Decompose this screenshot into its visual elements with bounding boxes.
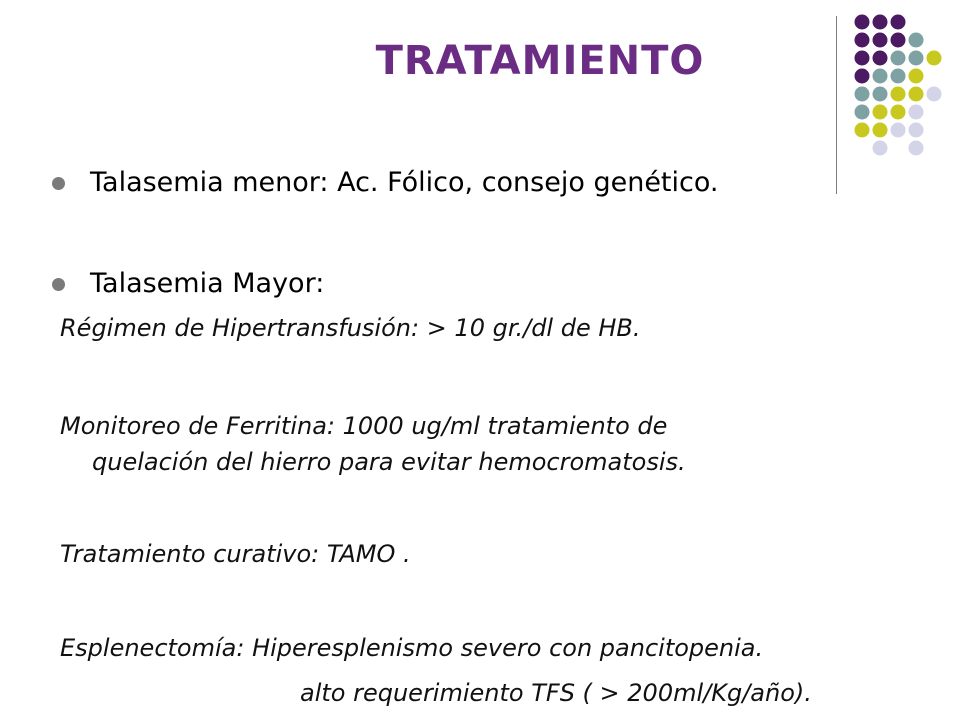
decor-dot [909,33,924,48]
decor-dot [873,141,888,156]
decor-dot [873,69,888,84]
paragraph-ferritina-line-1: Monitoreo de Ferritina: 1000 ug/ml tratamiento de [60,412,668,440]
decor-dot [855,105,870,120]
bullet-talasemia-mayor: Talasemia Mayor: [90,268,325,299]
bullet-marker [52,278,65,291]
decor-dot [873,51,888,66]
decor-dot [855,123,870,138]
paragraph-esplenectomia: Esplenectomía: Hiperesplenismo severo con pancitopenia. [60,634,764,662]
decor-dot [891,87,906,102]
decor-dot [909,105,924,120]
paragraph-tratamiento-curativo: Tratamiento curativo: TAMO . [60,540,411,568]
decor-dot [873,105,888,120]
decor-dot [909,123,924,138]
decor-dot [891,105,906,120]
decor-dot [927,87,942,102]
decor-dot [909,51,924,66]
decor-dot [855,33,870,48]
decor-dot [891,33,906,48]
decor-dot [855,51,870,66]
decor-dot [855,87,870,102]
decor-dot [873,33,888,48]
decor-dot [855,15,870,30]
decor-dot [873,87,888,102]
bullet-talasemia-menor: Talasemia menor: Ac. Fólico, consejo genético. [90,167,719,198]
paragraph-ferritina-line-2: quelación del hierro para evitar hemocromatosis. [92,448,686,476]
decor-dot [891,69,906,84]
bullet-marker [52,177,65,190]
paragraph-hipertransfusion: Régimen de Hipertransfusión: > 10 gr./dl de HB. [60,314,641,342]
decor-dot [927,51,942,66]
decor-dot [873,123,888,138]
paragraph-esplenectomia-cont: alto requerimiento TFS ( > 200ml/Kg/año). [300,679,812,707]
slide-title: TRATAMIENTO [375,38,705,84]
decor-dot [891,15,906,30]
decor-dot [909,87,924,102]
decor-dot [909,69,924,84]
decor-dot [855,69,870,84]
decor-dot [873,15,888,30]
decor-dot [891,51,906,66]
decor-dot [909,141,924,156]
decor-dot [891,123,906,138]
